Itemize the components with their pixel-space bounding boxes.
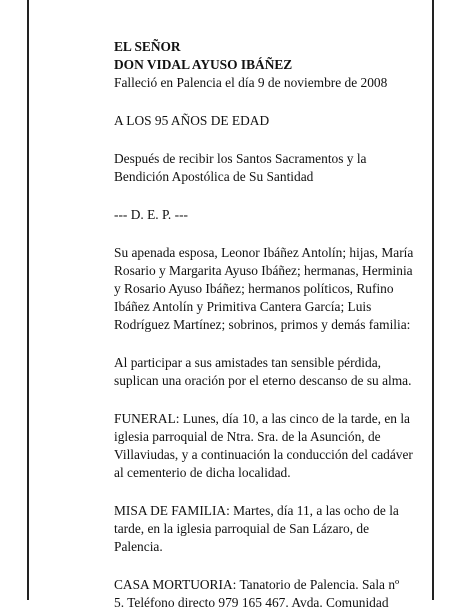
obituary-content xyxy=(114,38,422,612)
right-border-line xyxy=(432,0,434,600)
heading-title: EL SEÑOR xyxy=(114,39,181,54)
deceased-name: DON VIDAL AYUSO IBÁÑEZ xyxy=(114,57,293,72)
family-paragraph: Su apenada esposa, Leonor Ibáñez Antolín; hijas, María Rosario y Margarita Ayuso Ibáñez; hermanas, Herminia y Rosario Ayuso Ibáñez; hermanos políticos, Rufino Ibáñez Antolín y Primitiva Cantera García; Luis Rodríguez Martínez; sobrinos, primos y demás familia: xyxy=(114,245,414,332)
funeral-paragraph: FUNERAL: Lunes, día 10, a las cinco de la tarde, en la iglesia parroquial de Ntra. Sra. de la Asunción, de Villaviudas, y a continuación la conducción del cadáver al cementerio de dicha localidad. xyxy=(114,411,413,480)
death-date-line: Falleció en Palencia el día 9 de noviembre de 2008 xyxy=(114,75,388,90)
age-line: A LOS 95 AÑOS DE EDAD xyxy=(114,113,270,128)
family-mass-paragraph: MISA DE FAMILIA: Martes, día 11, a las ocho de la tarde, en la iglesia parroquial de San Lázaro, de Palencia. xyxy=(114,503,399,554)
rip-line: --- D. E. P. --- xyxy=(114,207,189,222)
mortuary-paragraph: CASA MORTUORIA: Tanatorio de Palencia. Sala nº 5. Teléfono directo 979 165 467. Avda. Comunidad xyxy=(114,577,400,610)
left-border-line xyxy=(27,0,29,600)
request-paragraph: Al participar a sus amistades tan sensible pérdida, suplican una oración por el eterno descanso de su alma. xyxy=(114,355,412,388)
sacraments-paragraph: Después de recibir los Santos Sacramentos y la Bendición Apostólica de Su Santidad xyxy=(114,151,367,184)
